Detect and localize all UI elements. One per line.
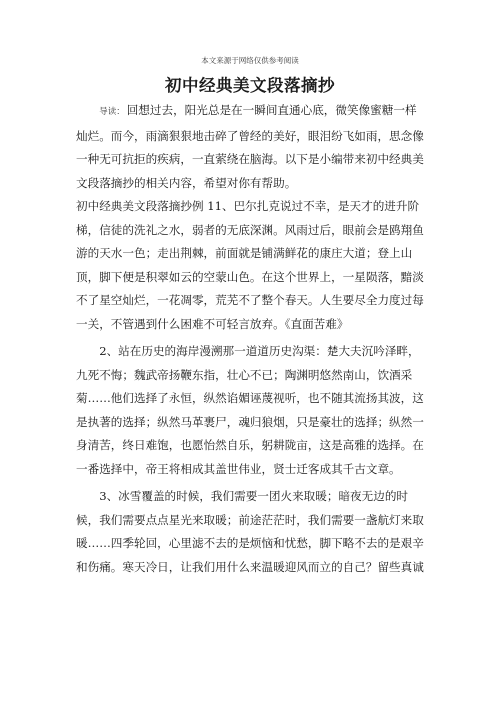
excerpt-paragraph-3: 3、冰雪覆盖的时候，我们需要一团火来取暖；暗夜无边的时候，我们需要点点星光来取暖；前途茫茫时，我们需要一盏航灯来取暖……四季轮回，心里滤不去的是烦恼和忧愁，脚下略不去的是艰辛和伤痛。寒天冷日，让我们用什么来温暖迎风而立的自己？留些真诚: [76, 489, 424, 574]
source-watermark: 本文来源于网络仅供参考阅读: [201, 56, 299, 65]
excerpt-paragraph-2: 2、站在历史的海岸漫溯那一道道历史沟渠：楚大夫沉吟泽畔，九死不悔；魏武帝扬鞭东指，壮心不已；陶渊明悠然南山，饮酒采菊……他们选择了永恒，纵然谄媚诬蔑视听，也不随其流扬其波，这是执著的选择；纵然马革裹尸，魂归狼烟，只是豪壮的选择；纵然一身清苦，终日难饱，也愿怡然自乐，躬耕陇亩，这是高雅的选择。在一番选择中，帝王将相成其盖世伟业，贤士迁客成其千古文章。: [76, 344, 424, 476]
intro-paragraph: [76, 99, 426, 195]
page-title: 初中经典美文段落摘抄: [165, 76, 335, 95]
article-body: [76, 99, 426, 579]
intro-label: 导读：: [99, 107, 125, 117]
excerpt-paragraph-1: 初中经典美文段落摘抄例 11、巴尔扎克说过不幸，是天才的进升阶梯，信徒的洗礼之水，弱者的无底深渊。风雨过后，眼前会是鸥翔鱼游的天水一色；走出荆棘，前面就是铺满鲜花的康庄大道；登上山顶，脚下便是积翠如云的空蒙山色。在这个世界上，一星陨落，黯淡不了星空灿烂，一花凋零，荒芜不了整个春天。人生要尽全力度过每一关，不管遇到什么困难不可轻言放弃。《直面苦难》: [76, 199, 424, 331]
intro-text: 回想过去，阳光总是在一瞬间直通心底，微笑像蜜糖一样灿烂。而今，雨滴狠狠地击碎了曾经的美好，眼泪纷飞如雨，思念像一种无可抗拒的疾病，一直萦绕在脑海。以下是小编带来初中经典美文段落摘抄的相关内容，希望对你有帮助。: [76, 103, 424, 190]
